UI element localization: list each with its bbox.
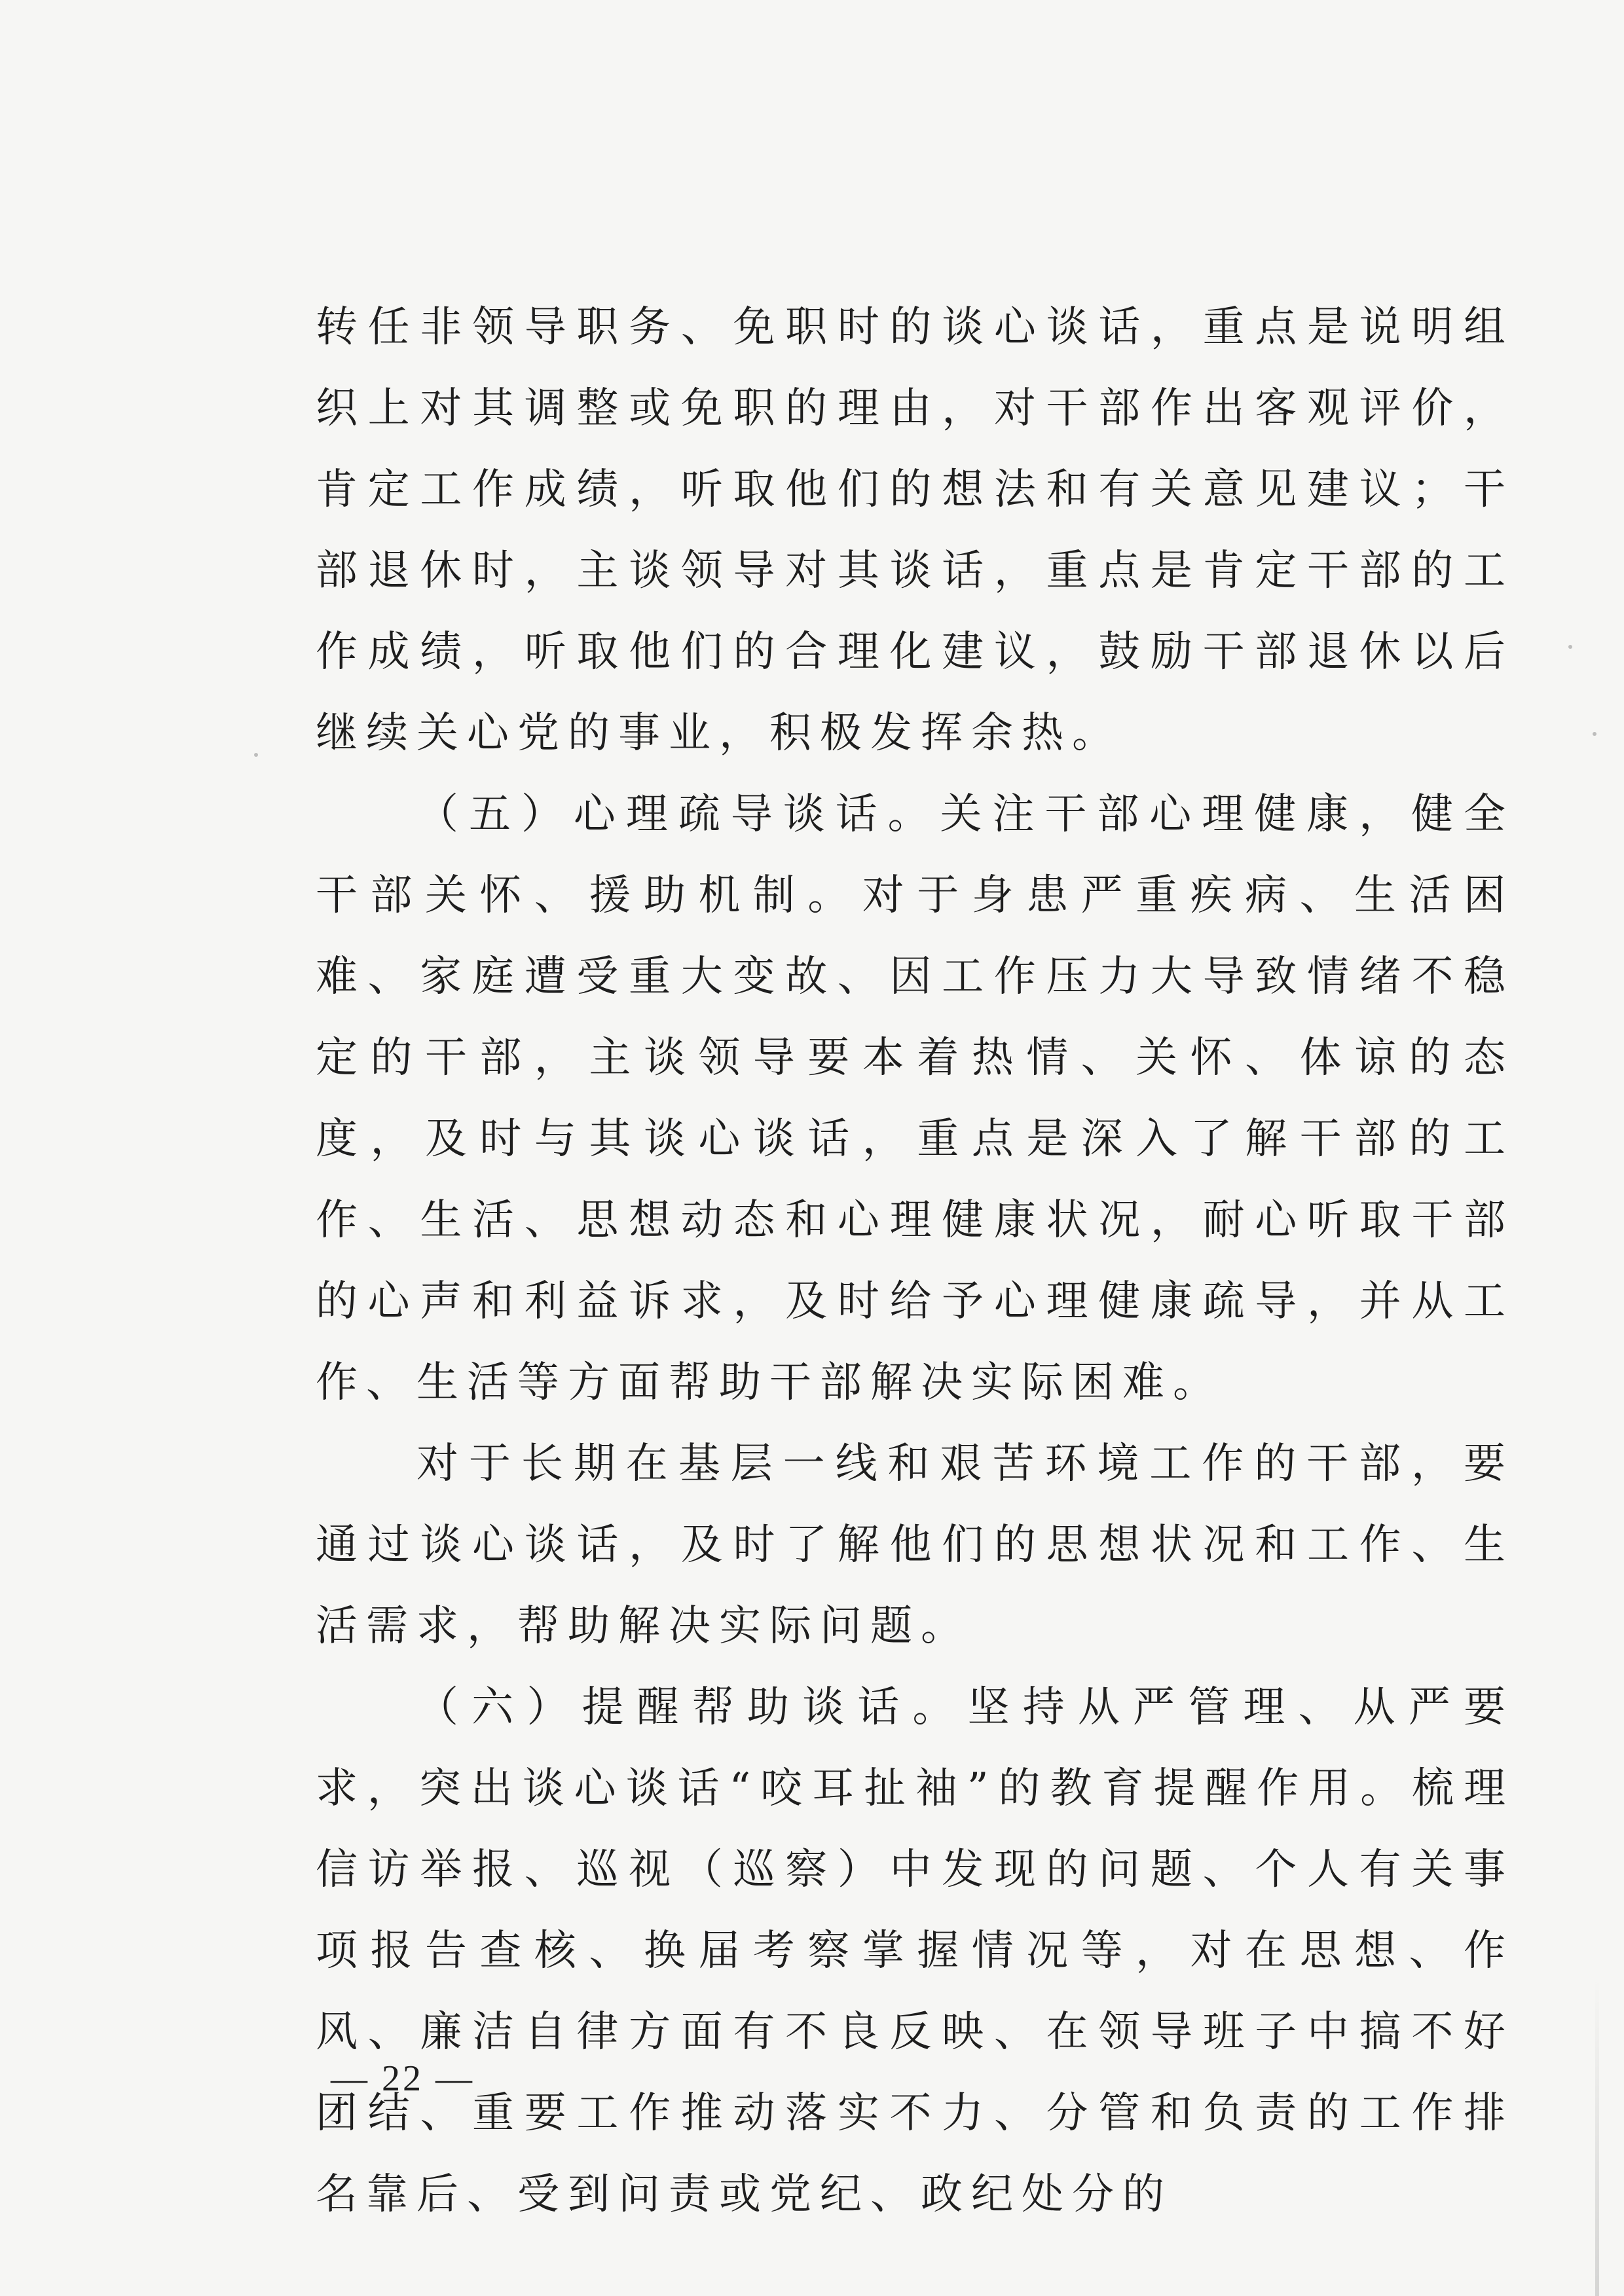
scan-speck: [1593, 732, 1596, 736]
page-number: — 22 —: [331, 2058, 475, 2099]
scan-speck: [254, 753, 258, 757]
paragraph-grassroots: 对于长期在基层一线和艰苦环境工作的干部，要通过谈心谈话，及时了解他们的思想状况和工作、生活需求，帮助解决实际问题。: [316, 1440, 1514, 1650]
scan-speck: [431, 2206, 435, 2210]
scan-speck: [1568, 645, 1572, 649]
scan-edge-artifact: [1595, 1977, 1599, 2296]
paragraph-section-five: （五）心理疏导谈话。关注干部心理健康，健全干部关怀、援助机制。对于身患严重疾病、生活困难、家庭遭受重大变故、因工作压力大导致情绪不稳定的干部，主谈领导要本着热情、关怀、体谅的态度，及时与其谈心谈话，重点是深入了解干部的工作、生活、思想动态和心理健康状况，耐心听取干部的心声和利益诉求，及时给予心理健康疏导，并从工作、生活等方面帮助干部解决实际困难。: [316, 790, 1514, 1407]
paragraph-section-six: （六）提醒帮助谈话。坚持从严管理、从严要求，突出谈心谈话“咬耳扯袖”的教育提醒作用。梳理信访举报、巡视（巡察）中发现的问题、个人有关事项报告查核、换届考察掌握情况等，对在思想、作风、廉洁自律方面有不良反映、在领导班子中搞不好团结、重要工作推动落实不力、分管和负责的工作排名靠后、受到问责或党纪、政纪处分的: [316, 1683, 1514, 2219]
body-text: [316, 287, 1514, 2235]
paragraph-continuation: 转任非领导职务、免职时的谈心谈话，重点是说明组织上对其调整或免职的理由，对干部作出客观评价，肯定工作成绩，听取他们的想法和有关意见建议；干部退休时，主谈领导对其谈话，重点是肯定干部的工作成绩，听取他们的合理化建议，鼓励干部退休以后继续关心党的事业，积极发挥余热。: [316, 303, 1514, 757]
